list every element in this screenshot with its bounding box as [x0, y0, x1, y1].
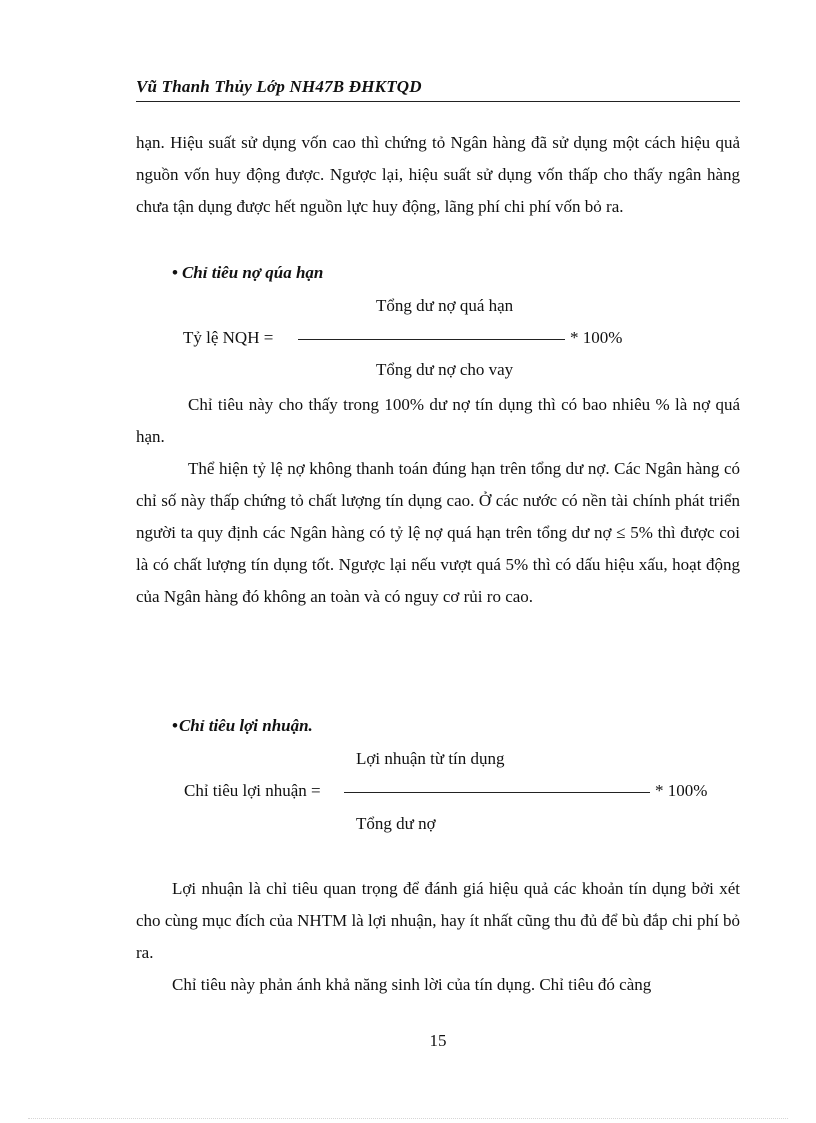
paragraph-overdue-explanation: Thể hiện tỷ lệ nợ không thanh toán đúng hạn trên tổng dư nợ. Các Ngân hàng có chỉ số này thấp chứng tỏ chất lượng tín dụng cao. Ở các nước có nền tài chính phát triển người ta quy định các Ngân hàng có tỷ lệ nợ quá hạn trên tổng dư nợ ≤ 5% thì được coi là có chất lượng tín dụng tốt. Ngược lại nếu vượt quá 5% thì có dấu hiệu xấu, hoạt động của Ngân hàng đó không an toàn và có nguy cơ rủi ro cao. — [136, 459, 740, 606]
paragraph-overdue-meaning: Chỉ tiêu này cho thấy trong 100% dư nợ tín dụng thì có bao nhiêu % là nợ quá hạn. — [136, 395, 740, 446]
formula-profit-numerator: Lợi nhuận từ tín dụng — [356, 749, 505, 768]
paragraph-capital-efficiency: hạn. Hiệu suất sử dụng vốn cao thì chứng tỏ Ngân hàng đã sử dụng một cách hiệu quả nguồn vốn huy động được. Ngược lại, hiệu suất sử dụng vốn thấp cho thấy ngân hàng chưa tận dụng được hết nguồn lực huy động, lãng phí chi phí vốn bỏ ra. — [136, 133, 740, 216]
formula-overdue-multiplier: * 100% — [570, 328, 623, 347]
paragraph-profit-meaning: Chỉ tiêu này phản ánh khả năng sinh lời của tín dụng. Chỉ tiêu đó càng — [172, 975, 652, 994]
page-number: 15 — [429, 1031, 447, 1050]
bullet-profit — [172, 716, 313, 736]
formula-overdue-fraction-line — [298, 339, 565, 340]
formula-profit-denominator: Tổng dư nợ — [356, 814, 436, 833]
bullet-profit-title: Chỉ tiêu lợi nhuận. — [178, 716, 313, 735]
formula-profit-lhs: Chỉ tiêu lợi nhuận = — [184, 781, 321, 800]
bullet-dot-icon: • — [172, 716, 178, 735]
formula-overdue-lhs: Tỷ lệ NQH = — [183, 328, 274, 347]
formula-overdue-numerator: Tổng dư nợ quá hạn — [376, 296, 514, 315]
bullet-overdue-debt — [172, 263, 323, 283]
bullet-overdue-debt-title: Chỉ tiêu nợ qúa hạn — [181, 263, 324, 282]
formula-overdue-denominator: Tổng dư nợ cho vay — [376, 360, 514, 379]
paragraph-profit-importance: Lợi nhuận là chỉ tiêu quan trọng để đánh giá hiệu quả các khoản tín dụng bởi xét cho cùng mục đích của NHTM là lợi nhuận, hay ít nhất cũng thu đủ để bù đắp chi phí bỏ ra. — [136, 879, 740, 962]
bullet-dot-icon: • — [172, 263, 178, 282]
footer-divider — [28, 1118, 788, 1119]
formula-profit-fraction-line — [344, 792, 650, 793]
formula-profit-multiplier: * 100% — [655, 781, 708, 800]
page-header: Vũ Thanh Thủy Lớp NH47B ĐHKTQD — [136, 77, 740, 102]
